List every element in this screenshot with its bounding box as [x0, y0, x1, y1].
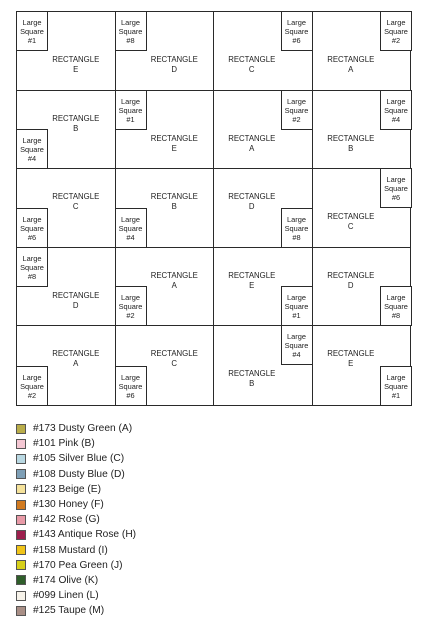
legend-item: [16, 527, 316, 542]
quilt-block: [313, 248, 412, 327]
rectangle-label: RECTANGLE E: [228, 270, 276, 290]
quilt-block: [116, 248, 215, 327]
rectangle-label: RECTANGLE B: [52, 113, 100, 133]
rectangle-label: RECTANGLE B: [150, 192, 198, 211]
quilt-block-grid: [16, 11, 411, 406]
rectangle-label: RECTANGLE D: [228, 192, 276, 211]
legend-label: #170 Pea Green (J): [33, 559, 123, 571]
quilt-block: [214, 91, 313, 170]
color-swatch-icon: [16, 469, 26, 479]
legend-item: [16, 512, 316, 527]
large-square-label: Large Square #2: [380, 11, 412, 51]
legend-item: [16, 436, 316, 451]
quilt-block: [313, 91, 412, 170]
large-square-label: Large Square #8: [380, 286, 412, 326]
color-swatch-icon: [16, 575, 26, 585]
rectangle-label: RECTANGLE E: [150, 133, 198, 153]
quilt-block: [17, 91, 116, 170]
quilt-block: [17, 326, 116, 405]
quilt-block: [116, 91, 215, 170]
rectangle-label: RECTANGLE B: [228, 369, 276, 388]
legend-label: #130 Honey (F): [33, 499, 104, 511]
color-swatch-icon: [16, 454, 26, 464]
rectangle-label: RECTANGLE E: [52, 55, 100, 74]
rectangle-label: RECTANGLE A: [228, 133, 276, 153]
quilt-block: [116, 326, 215, 405]
quilt-block: [17, 248, 116, 327]
large-square-label: Large Square #6: [16, 208, 48, 248]
large-square-label: Large Square #2: [115, 286, 147, 326]
rectangle-label: RECTANGLE D: [327, 270, 375, 290]
quilt-block: [17, 169, 116, 248]
legend-label: #174 Olive (K): [33, 574, 99, 586]
large-square-label: Large Square #4: [16, 129, 48, 169]
color-swatch-icon: [16, 530, 26, 540]
quilt-block: [116, 12, 215, 91]
large-square-label: Large Square #4: [115, 208, 147, 248]
large-square-label: Large Square #8: [115, 11, 147, 51]
color-swatch-icon: [16, 439, 26, 449]
large-square-label: Large Square #1: [281, 286, 313, 326]
quilt-block: [214, 12, 313, 91]
legend-item: [16, 603, 316, 618]
color-swatch-icon: [16, 500, 26, 510]
color-swatch-icon: [16, 560, 26, 570]
rectangle-label: RECTANGLE D: [52, 290, 100, 310]
rectangle-label: RECTANGLE D: [150, 55, 198, 74]
color-swatch-icon: [16, 424, 26, 434]
legend-item: [16, 573, 316, 588]
large-square-label: Large Square #6: [281, 11, 313, 51]
large-square-label: Large Square #1: [115, 90, 147, 130]
legend-item: [16, 558, 316, 573]
legend-label: #123 Beige (E): [33, 483, 101, 495]
legend-label: #125 Taupe (M): [33, 605, 105, 617]
legend-item: [16, 467, 316, 482]
rectangle-label: RECTANGLE E: [327, 349, 375, 368]
quilt-block: [17, 12, 116, 91]
quilt-block: [313, 12, 412, 91]
quilt-block: [214, 169, 313, 248]
large-square-label: Large Square #6: [380, 168, 412, 208]
legend-label: #099 Linen (L): [33, 590, 99, 602]
quilt-block: [313, 326, 412, 405]
large-square-label: Large Square #8: [16, 247, 48, 287]
large-square-label: Large Square #2: [16, 366, 48, 406]
large-square-label: Large Square #4: [281, 325, 313, 365]
legend-item: [16, 421, 316, 436]
color-legend: [16, 421, 316, 618]
legend-item: [16, 588, 316, 603]
rectangle-label: RECTANGLE B: [327, 133, 375, 153]
rectangle-label: RECTANGLE A: [150, 270, 198, 290]
quilt-block: [313, 169, 412, 248]
legend-label: #101 Pink (B): [33, 438, 95, 450]
color-swatch-icon: [16, 591, 26, 601]
color-swatch-icon: [16, 515, 26, 525]
color-swatch-icon: [16, 606, 26, 616]
large-square-label: Large Square #1: [380, 366, 412, 406]
legend-item: [16, 451, 316, 466]
legend-item: [16, 482, 316, 497]
legend-label: #108 Dusty Blue (D): [33, 468, 125, 480]
legend-label: #158 Mustard (I): [33, 544, 108, 556]
rectangle-label: RECTANGLE A: [52, 349, 100, 368]
legend-label: #142 Rose (G): [33, 514, 100, 526]
color-swatch-icon: [16, 484, 26, 494]
rectangle-label: RECTANGLE C: [52, 192, 100, 211]
large-square-label: Large Square #6: [115, 366, 147, 406]
legend-label: #143 Antique Rose (H): [33, 529, 137, 541]
large-square-label: Large Square #1: [16, 11, 48, 51]
rectangle-label: RECTANGLE C: [327, 212, 375, 231]
legend-item: [16, 543, 316, 558]
rectangle-label: RECTANGLE A: [327, 55, 375, 74]
quilt-block: [214, 248, 313, 327]
quilt-block: [116, 169, 215, 248]
legend-item: [16, 497, 316, 512]
rectangle-label: RECTANGLE C: [228, 55, 276, 74]
legend-label: #173 Dusty Green (A): [33, 423, 133, 435]
large-square-label: Large Square #2: [281, 90, 313, 130]
large-square-label: Large Square #8: [281, 208, 313, 248]
color-swatch-icon: [16, 545, 26, 555]
rectangle-label: RECTANGLE C: [150, 349, 198, 368]
large-square-label: Large Square #4: [380, 90, 412, 130]
quilt-block: [214, 326, 313, 405]
legend-label: #105 Silver Blue (C): [33, 453, 125, 465]
